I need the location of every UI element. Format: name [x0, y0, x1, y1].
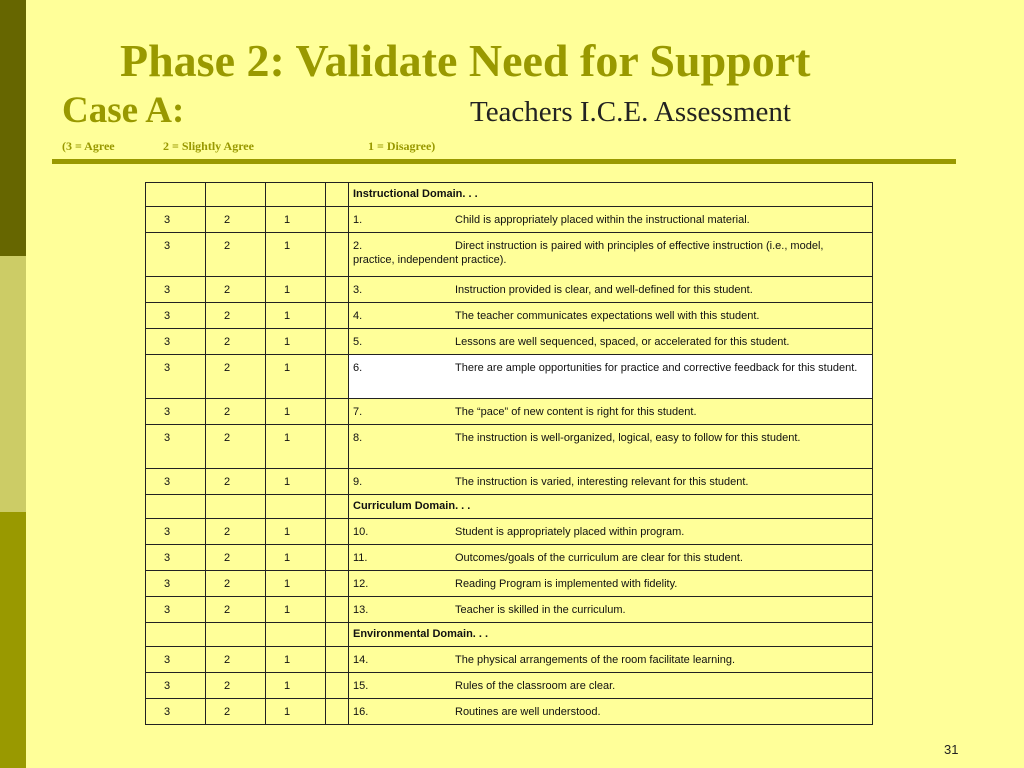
agree-score: 3	[146, 571, 206, 597]
slightly-agree-score: 2	[206, 329, 266, 355]
agree-score: 3	[146, 647, 206, 673]
side-bar-olive	[0, 512, 26, 768]
item-number: 9.	[353, 476, 363, 488]
item-cell	[349, 571, 873, 597]
item-number: 8.	[353, 432, 363, 444]
slightly-agree-score: 2	[206, 673, 266, 699]
item-number: 4.	[353, 310, 363, 322]
disagree-score: 1	[266, 277, 326, 303]
item-text: Rules of the classroom are clear.	[455, 680, 616, 692]
empty-cell	[326, 623, 349, 647]
disagree-score: 1	[266, 399, 326, 425]
item-cell	[349, 355, 873, 399]
empty-cell	[326, 673, 349, 699]
item-number: 5.	[353, 336, 363, 348]
legend-disagree: 1 = Disagree)	[368, 139, 436, 153]
disagree-score: 1	[266, 303, 326, 329]
item-text: The instruction is varied, interesting relevant for this student.	[455, 476, 749, 488]
item-cell	[349, 699, 873, 725]
item-number: 2.	[353, 240, 363, 252]
item-cell	[349, 399, 873, 425]
empty-cell	[326, 597, 349, 623]
disagree-score: 1	[266, 647, 326, 673]
side-bar-dark	[0, 0, 26, 256]
item-text: The physical arrangements of the room facilitate learning.	[455, 654, 736, 666]
domain-header-row	[146, 623, 873, 647]
empty-cell	[326, 399, 349, 425]
assessment-item-row	[146, 277, 873, 303]
item-cell	[349, 425, 873, 469]
agree-score: 3	[146, 699, 206, 725]
title-divider	[52, 159, 956, 164]
item-text: The teacher communicates expectations well with this student.	[455, 310, 760, 322]
slightly-agree-score: 2	[206, 277, 266, 303]
disagree-score: 1	[266, 329, 326, 355]
empty-cell	[326, 699, 349, 725]
agree-score: 3	[146, 425, 206, 469]
item-text: Child is appropriately placed within the instructional material.	[455, 214, 750, 226]
item-cell	[349, 303, 873, 329]
item-number: 12.	[353, 578, 369, 590]
slightly-agree-score: 2	[206, 207, 266, 233]
empty-cell	[206, 623, 266, 647]
item-number: 15.	[353, 680, 369, 692]
item-text: Student is appropriately placed within program.	[455, 526, 685, 538]
assessment-item-row	[146, 425, 873, 469]
item-cell	[349, 329, 873, 355]
disagree-score: 1	[266, 355, 326, 399]
item-text: Reading Program is implemented with fidelity.	[455, 578, 678, 590]
assessment-table	[145, 182, 873, 725]
page-number: 31	[944, 742, 959, 757]
item-number: 6.	[353, 362, 363, 374]
agree-score: 3	[146, 519, 206, 545]
empty-cell	[266, 623, 326, 647]
disagree-score: 1	[266, 545, 326, 571]
assessment-item-row	[146, 329, 873, 355]
assessment-item-row	[146, 545, 873, 571]
agree-score: 3	[146, 673, 206, 699]
agree-score: 3	[146, 355, 206, 399]
assessment-item-row	[146, 699, 873, 725]
agree-score: 3	[146, 233, 206, 277]
domain-header: Environmental Domain. . .	[349, 623, 873, 647]
case-label: Case A:	[62, 90, 185, 131]
empty-cell	[326, 183, 349, 207]
assessment-item-row	[146, 571, 873, 597]
assessment-item-row	[146, 519, 873, 545]
domain-header: Instructional Domain. . .	[349, 183, 873, 207]
legend-agree: (3 = Agree	[62, 139, 115, 153]
empty-cell	[326, 355, 349, 399]
agree-score: 3	[146, 207, 206, 233]
item-text: Instruction provided is clear, and well-defined for this student.	[455, 284, 753, 296]
agree-score: 3	[146, 303, 206, 329]
empty-cell	[326, 425, 349, 469]
empty-cell	[146, 183, 206, 207]
assessment-item-row	[146, 355, 873, 399]
item-number: 11.	[353, 552, 368, 564]
disagree-score: 1	[266, 469, 326, 495]
item-text: Routines are well understood.	[455, 706, 601, 718]
slightly-agree-score: 2	[206, 355, 266, 399]
agree-score: 3	[146, 399, 206, 425]
item-text: Lessons are well sequenced, spaced, or accelerated for this student.	[455, 336, 790, 348]
assessment-item-row	[146, 233, 873, 277]
empty-cell	[326, 329, 349, 355]
item-number: 13.	[353, 604, 369, 616]
disagree-score: 1	[266, 519, 326, 545]
empty-cell	[326, 519, 349, 545]
domain-header-row	[146, 495, 873, 519]
slightly-agree-score: 2	[206, 399, 266, 425]
slide-subtitle: Teachers I.C.E. Assessment	[470, 96, 791, 128]
slightly-agree-score: 2	[206, 425, 266, 469]
item-number: 3.	[353, 284, 363, 296]
item-cell	[349, 519, 873, 545]
slightly-agree-score: 2	[206, 303, 266, 329]
item-text: Direct instruction is paired with principles of effective instruction (i.e., model, practice, independent practice).	[353, 240, 824, 266]
item-number: 7.	[353, 406, 363, 418]
item-cell	[349, 469, 873, 495]
assessment-item-row	[146, 597, 873, 623]
slightly-agree-score: 2	[206, 469, 266, 495]
assessment-item-row	[146, 399, 873, 425]
item-cell	[349, 647, 873, 673]
item-cell	[349, 597, 873, 623]
item-text: Teacher is skilled in the curriculum.	[455, 604, 626, 616]
disagree-score: 1	[266, 597, 326, 623]
assessment-item-row	[146, 303, 873, 329]
empty-cell	[326, 207, 349, 233]
assessment-item-row	[146, 469, 873, 495]
item-text: The instruction is well-organized, logical, easy to follow for this student.	[455, 432, 801, 444]
slightly-agree-score: 2	[206, 699, 266, 725]
empty-cell	[326, 469, 349, 495]
slightly-agree-score: 2	[206, 519, 266, 545]
empty-cell	[326, 571, 349, 597]
disagree-score: 1	[266, 571, 326, 597]
item-cell	[349, 207, 873, 233]
item-text: The “pace” of new content is right for this student.	[455, 406, 697, 418]
slightly-agree-score: 2	[206, 647, 266, 673]
disagree-score: 1	[266, 699, 326, 725]
item-number: 10.	[353, 526, 369, 538]
empty-cell	[206, 495, 266, 519]
empty-cell	[266, 183, 326, 207]
assessment-item-row	[146, 207, 873, 233]
empty-cell	[326, 233, 349, 277]
domain-header-row	[146, 183, 873, 207]
agree-score: 3	[146, 469, 206, 495]
assessment-item-row	[146, 673, 873, 699]
agree-score: 3	[146, 545, 206, 571]
empty-cell	[326, 647, 349, 673]
empty-cell	[326, 545, 349, 571]
disagree-score: 1	[266, 207, 326, 233]
empty-cell	[326, 277, 349, 303]
item-text: Outcomes/goals of the curriculum are clear for this student.	[455, 552, 743, 564]
disagree-score: 1	[266, 673, 326, 699]
item-text: There are ample opportunities for practice and corrective feedback for this student.	[455, 362, 858, 374]
agree-score: 3	[146, 277, 206, 303]
empty-cell	[206, 183, 266, 207]
agree-score: 3	[146, 597, 206, 623]
empty-cell	[146, 495, 206, 519]
item-number: 16.	[353, 706, 369, 718]
slightly-agree-score: 2	[206, 233, 266, 277]
slightly-agree-score: 2	[206, 571, 266, 597]
empty-cell	[146, 623, 206, 647]
disagree-score: 1	[266, 425, 326, 469]
slightly-agree-score: 2	[206, 545, 266, 571]
item-number: 1.	[353, 214, 363, 226]
empty-cell	[326, 303, 349, 329]
item-cell	[349, 673, 873, 699]
legend-slightly-agree: 2 = Slightly Agree	[163, 139, 254, 153]
slide-title: Phase 2: Validate Need for Support	[120, 35, 811, 86]
disagree-score: 1	[266, 233, 326, 277]
item-cell	[349, 233, 873, 277]
assessment-item-row	[146, 647, 873, 673]
side-bar-light	[0, 256, 26, 512]
slightly-agree-score: 2	[206, 597, 266, 623]
empty-cell	[326, 495, 349, 519]
item-number: 14.	[353, 654, 369, 666]
item-cell	[349, 277, 873, 303]
empty-cell	[266, 495, 326, 519]
domain-header: Curriculum Domain. . .	[349, 495, 873, 519]
agree-score: 3	[146, 329, 206, 355]
item-cell	[349, 545, 873, 571]
